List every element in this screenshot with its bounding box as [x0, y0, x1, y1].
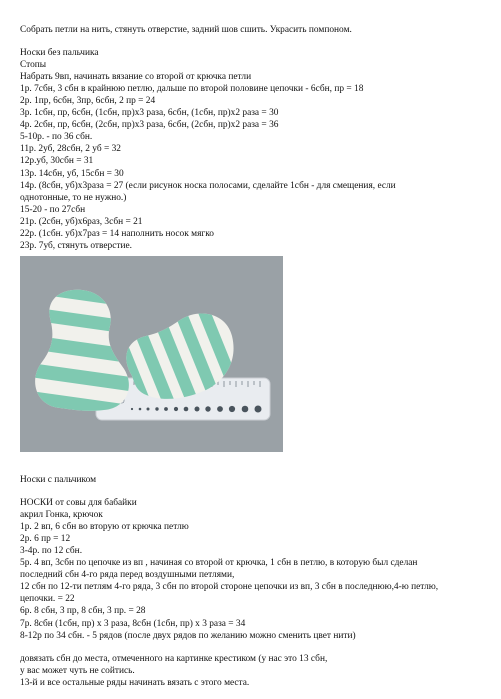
text-line: 6р. 8 сбн, 3 пр, 8 сбн, 3 пр. = 28: [20, 606, 146, 617]
text-line: довязать сбн до места, отмеченного на картинке крестиком (у нас это 13 сбн,: [20, 653, 328, 664]
crochet-socks-photo: [20, 256, 283, 452]
subsection-title: НОСКИ от совы для бабайки: [20, 498, 137, 509]
text-line: 7р. 8сбн (1сбн, пр) х 3 раза, 8сбн (1сбн, пр) х 3 раза = 34: [20, 618, 246, 629]
section-title: Носки с пальчиком: [20, 475, 97, 485]
text-line: 1р. 7сбн, 3 сбн в крайнюю петлю, дальше по второй половине цепочки - 6сбн, пр = 18: [20, 84, 364, 95]
text-line: 21р. (2сбн, уб)х6раз, 3сбн = 21: [20, 216, 143, 227]
text-line: 2р. 6 пр = 12: [20, 534, 71, 545]
text-line: цепочки. = 22: [20, 594, 75, 605]
text-line: 23р. 7уб, стянуть отверстие.: [20, 240, 132, 251]
text-line: Набрать 9вп, начинать вязание со второй от крючка петли: [20, 72, 252, 83]
text-line: 15-20 - по 27сбн: [20, 204, 86, 215]
text-line: 12р.уб, 30сбн = 31: [20, 156, 94, 167]
subsection-title: Стопы: [20, 60, 47, 71]
text-line: последний сбн 4-го ряда перед воздушными петлями,: [20, 570, 235, 581]
text-line: акрил Гонка, крючок: [20, 510, 103, 521]
text-line: 14р. (8сбн, уб)х3раза = 27 (если рисунок носка полосами, сделайте 1сбн - для смещения, если: [20, 180, 396, 191]
text-line: 5р. 4 вп, 3сбн по цепочке из вп , начиная со второй от крючка, 1 сбн в петлю, в которую был сделан: [20, 558, 418, 569]
text-line: 5-10р. - по 36 сбн.: [20, 132, 93, 143]
text-line: 12 сбн по 12-ти петлям 4-го ряда, 3 сбн по второй стороне цепочки из вп, 3 сбн в последнюю,4-ю петлю,: [20, 582, 439, 593]
section-title: Носки без пальчика: [20, 48, 99, 59]
text-line: 8-12р по 34 сбн. - 5 рядов (после двух рядов по желанию можно сменить цвет нити): [20, 630, 356, 641]
text-line: 22р. (1сбн. уб)х7раз = 14 наполнить носок мягко: [20, 228, 214, 239]
text-line: 2р. 1пр, 6сбн, 3пр, 6сбн, 2 пр = 24: [20, 96, 156, 107]
text-line: 13-й и все остальные ряды начинать вязать с этого места.: [20, 677, 250, 688]
text-line: 13р. 14сбн, уб, 15сбн = 30: [20, 168, 124, 179]
text-line: 1р. 2 вп, 6 сбн во вторую от крючка петлю: [20, 522, 189, 533]
blank-line: [20, 486, 490, 497]
document-top: [20, 24, 490, 252]
text-line: у вас может чуть не сойтись.: [20, 665, 135, 676]
text-line: 11р. 2уб, 28сбн, 2 уб = 32: [20, 144, 121, 155]
text-line: однотонные, то не нужно.): [20, 192, 127, 203]
document-bottom: [20, 474, 490, 689]
text-line: 3р. 1сбн, пр, 6сбн, (1сбн, пр)х3 раза, 6сбн, (1сбн, пр)х2 раза = 30: [20, 108, 279, 119]
text-line: Собрать петли на нить, стянуть отверстие, задний шов сшить. Украсить помпоном.: [20, 25, 352, 35]
text-line: 3-4р. по 12 сбн.: [20, 546, 83, 557]
text-line: 4р. 2сбн, пр, 6сбн, (2сбн, пр)х3 раза, 6сбн, (2сбн, пр)х2 раза = 36: [20, 120, 279, 131]
blank-line: [20, 36, 490, 47]
blank-line: [20, 642, 490, 653]
